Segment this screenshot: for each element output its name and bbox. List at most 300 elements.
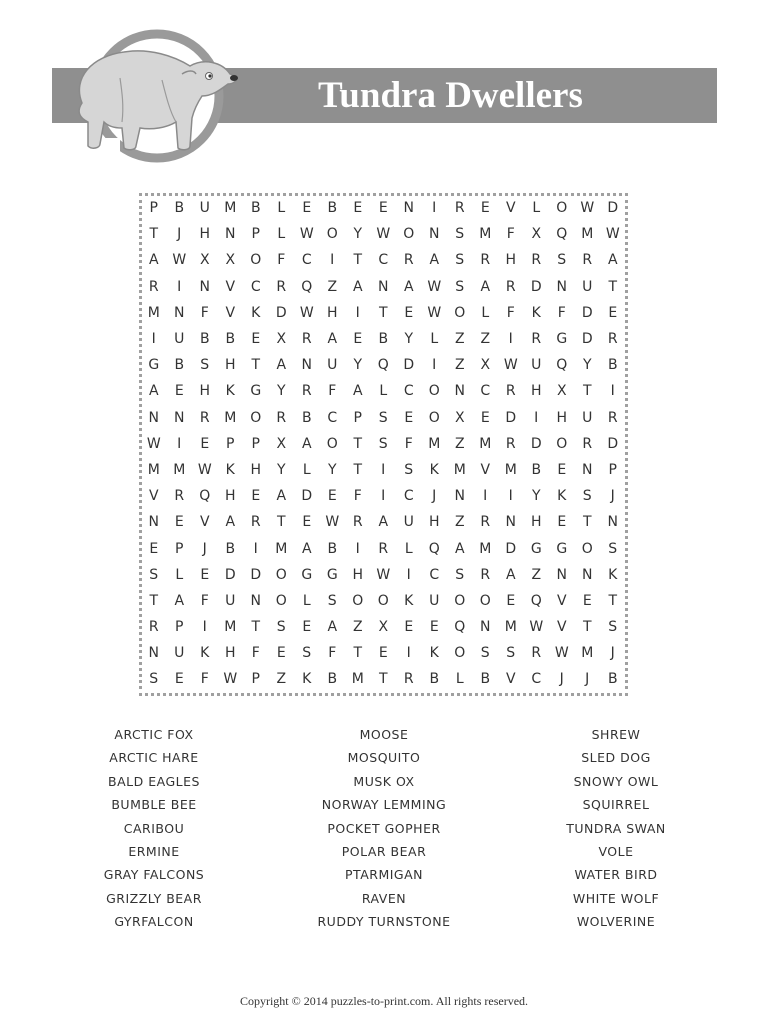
grid-letter: M: [581, 226, 594, 243]
word-list-item: ERMINE: [128, 843, 180, 859]
grid-letter: E: [608, 304, 618, 321]
grid-letter: Z: [454, 357, 465, 374]
grid-letter: L: [404, 540, 413, 557]
grid-letter: K: [429, 461, 439, 478]
grid-row: [141, 562, 626, 588]
grid-letter: A: [148, 252, 159, 269]
grid-letter: M: [224, 619, 237, 636]
grid-letter: B: [327, 200, 338, 217]
grid-letter: B: [174, 357, 185, 374]
grid-letter: H: [428, 514, 440, 531]
grid-letter: R: [301, 331, 312, 348]
word-list-item: WOLVERINE: [576, 914, 656, 930]
grid-letter: W: [376, 566, 391, 583]
grid-letter: I: [483, 488, 488, 505]
grid-letter: M: [479, 540, 492, 557]
grid-letter: N: [174, 304, 185, 321]
grid-letter: L: [277, 226, 286, 243]
grid-letter: R: [276, 409, 287, 426]
grid-letter: D: [275, 304, 287, 321]
grid-letter: N: [148, 514, 159, 531]
grid-letter: Z: [352, 619, 363, 636]
grid-letter: E: [582, 592, 592, 609]
grid-letter: S: [608, 540, 618, 557]
grid-letter: G: [148, 357, 160, 374]
grid-letter: A: [378, 514, 389, 531]
grid-letter: J: [432, 488, 437, 505]
word-list-item: RUDDY TURNSTONE: [317, 914, 451, 930]
grid-letter: M: [479, 435, 492, 452]
grid-letter: S: [455, 566, 465, 583]
grid-letter: Z: [276, 671, 287, 688]
grid-letter: W: [427, 304, 442, 321]
grid-letter: I: [355, 304, 360, 321]
grid-letter: N: [556, 278, 567, 295]
grid-letter: H: [199, 226, 211, 243]
grid-letter: I: [177, 435, 182, 452]
word-list-item: GRIZZLY BEAR: [106, 890, 202, 906]
grid-letter: G: [301, 566, 313, 583]
word-list-item: MOOSE: [359, 727, 409, 742]
grid-letter: M: [428, 435, 441, 452]
grid-letter: X: [454, 409, 465, 426]
grid-letter: N: [505, 514, 516, 531]
grid-letter: O: [275, 566, 287, 583]
grid-letter: T: [608, 278, 618, 295]
word-list-item: VOLE: [598, 843, 634, 859]
grid-letter: Y: [327, 461, 337, 478]
grid-letter: C: [480, 383, 491, 400]
grid-letter: S: [378, 435, 388, 452]
grid-letter: B: [607, 671, 618, 688]
grid-letter: N: [250, 592, 261, 609]
grid-letter: G: [530, 540, 542, 557]
word-list-item: SNOWY OWL: [573, 773, 659, 789]
grid-letter: R: [301, 383, 312, 400]
grid-letter: E: [480, 200, 490, 217]
grid-letter: I: [534, 409, 539, 426]
grid-row: [141, 352, 626, 378]
grid-letter: I: [381, 461, 386, 478]
grid-letter: M: [453, 461, 466, 478]
grid-letter: T: [608, 592, 618, 609]
grid-letter: W: [503, 357, 518, 374]
grid-letter: C: [378, 252, 389, 269]
grid-letter: B: [531, 461, 542, 478]
grid-letter: R: [531, 645, 542, 662]
grid-row: [141, 483, 626, 509]
grid-letter: E: [174, 514, 184, 531]
grid-letter: L: [379, 383, 388, 400]
grid-letter: U: [174, 645, 185, 662]
grid-row: [141, 509, 626, 535]
grid-letter: R: [582, 435, 593, 452]
grid-letter: Z: [531, 566, 542, 583]
grid-letter: T: [149, 592, 159, 609]
grid-letter: Z: [327, 278, 338, 295]
grid-letter: K: [429, 645, 439, 662]
grid-letter: Z: [454, 435, 465, 452]
grid-letter: R: [607, 409, 618, 426]
word-list-item: WATER BIRD: [574, 867, 658, 883]
grid-letter: R: [148, 619, 159, 636]
grid-letter: K: [225, 383, 235, 400]
grid-letter: A: [480, 278, 491, 295]
word-list-item: MOSQUITO: [347, 750, 421, 766]
grid-row: [141, 457, 626, 483]
grid-letter: S: [200, 357, 210, 374]
grid-letter: I: [406, 645, 411, 662]
grid-row: [141, 666, 626, 692]
grid-letter: F: [328, 645, 337, 662]
grid-letter: P: [353, 409, 362, 426]
grid-letter: H: [326, 304, 338, 321]
grid-letter: S: [378, 409, 388, 426]
grid-letter: M: [504, 619, 517, 636]
grid-row: [141, 640, 626, 666]
word-list-item: SHREW: [591, 727, 641, 742]
word-list-item: SLED DOG: [581, 750, 651, 766]
word-list-item: WHITE WOLF: [572, 890, 660, 906]
word-list-item: PTARMIGAN: [345, 867, 423, 883]
grid-letter: X: [556, 383, 567, 400]
grid-letter: Z: [454, 514, 465, 531]
grid-letter: P: [175, 619, 184, 636]
grid-letter: H: [224, 488, 236, 505]
grid-letter: S: [455, 278, 465, 295]
grid-letter: Z: [454, 331, 465, 348]
grid-letter: O: [275, 592, 287, 609]
grid-letter: R: [505, 435, 516, 452]
grid-letter: I: [253, 540, 258, 557]
grid-letter: W: [299, 304, 314, 321]
grid-letter: T: [353, 645, 363, 662]
grid-letter: H: [530, 514, 542, 531]
grid-letter: T: [582, 619, 592, 636]
grid-letter: F: [200, 592, 209, 609]
grid-row: [141, 326, 626, 352]
word-list-column-2: [284, 726, 484, 937]
grid-letter: N: [225, 226, 236, 243]
grid-letter: R: [403, 671, 414, 688]
grid-letter: U: [403, 514, 414, 531]
grid-letter: Q: [428, 540, 440, 557]
grid-letter: E: [251, 331, 261, 348]
grid-letter: W: [376, 226, 391, 243]
grid-letter: R: [174, 488, 185, 505]
grid-letter: X: [225, 252, 236, 269]
grid-letter: N: [556, 566, 567, 583]
grid-letter: D: [530, 435, 542, 452]
grid-letter: V: [225, 278, 236, 295]
grid-letter: L: [302, 461, 311, 478]
grid-letter: O: [250, 409, 262, 426]
grid-letter: J: [202, 540, 207, 557]
grid-letter: K: [302, 671, 312, 688]
grid-letter: O: [428, 383, 440, 400]
grid-letter: E: [276, 645, 286, 662]
grid-letter: N: [301, 357, 312, 374]
grid-letter: H: [530, 383, 542, 400]
grid-letter: A: [352, 383, 363, 400]
grid-letter: W: [146, 435, 161, 452]
grid-letter: D: [301, 488, 313, 505]
grid-letter: N: [378, 278, 389, 295]
grid-letter: U: [174, 331, 185, 348]
grid-letter: U: [199, 200, 210, 217]
grid-letter: I: [432, 357, 437, 374]
grid-letter: N: [454, 383, 465, 400]
grid-letter: W: [299, 226, 314, 243]
grid-letter: A: [429, 252, 440, 269]
grid-letter: K: [404, 592, 414, 609]
grid-letter: H: [352, 566, 364, 583]
grid-letter: S: [404, 461, 414, 478]
grid-letter: L: [481, 304, 490, 321]
grid-letter: S: [608, 619, 618, 636]
word-list-item: RAVEN: [361, 890, 407, 906]
grid-letter: M: [275, 540, 288, 557]
grid-letter: N: [148, 645, 159, 662]
grid-letter: J: [610, 645, 615, 662]
grid-letter: R: [607, 331, 618, 348]
grid-letter: U: [531, 357, 542, 374]
grid-letter: K: [608, 566, 618, 583]
grid-letter: P: [226, 435, 235, 452]
grid-letter: S: [557, 252, 567, 269]
grid-row: [141, 221, 626, 247]
grid-letter: M: [479, 226, 492, 243]
grid-letter: A: [454, 540, 465, 557]
grid-letter: I: [381, 488, 386, 505]
grid-letter: G: [556, 540, 568, 557]
word-list-item: GYRFALCON: [114, 914, 194, 930]
grid-letter: N: [454, 488, 465, 505]
grid-row: [141, 247, 626, 273]
grid-letter: M: [147, 304, 160, 321]
grid-letter: A: [148, 383, 159, 400]
grid-letter: R: [250, 514, 261, 531]
grid-letter: K: [225, 461, 235, 478]
grid-letter: G: [250, 383, 262, 400]
word-list-item: BALD EAGLES: [108, 773, 200, 789]
grid-letter: A: [301, 435, 312, 452]
grid-letter: P: [251, 226, 260, 243]
grid-letter: N: [582, 566, 593, 583]
grid-letter: H: [224, 645, 236, 662]
grid-letter: S: [455, 226, 465, 243]
grid-letter: P: [251, 435, 260, 452]
grid-letter: V: [199, 514, 210, 531]
grid-letter: E: [404, 619, 414, 636]
grid-letter: T: [353, 461, 363, 478]
grid-letter: O: [479, 592, 491, 609]
grid-letter: H: [224, 357, 236, 374]
grid-letter: F: [200, 671, 209, 688]
grid-letter: M: [224, 200, 237, 217]
grid-letter: Y: [353, 357, 363, 374]
grid-letter: A: [276, 357, 287, 374]
grid-letter: M: [581, 645, 594, 662]
grid-letter: A: [352, 278, 363, 295]
grid-letter: B: [429, 671, 440, 688]
grid-letter: Z: [480, 331, 491, 348]
word-list-item: BUMBLE BEE: [111, 797, 197, 813]
grid-letter: E: [149, 540, 159, 557]
grid-letter: R: [582, 252, 593, 269]
grid-letter: E: [302, 619, 312, 636]
grid-letter: S: [327, 592, 337, 609]
grid-letter: D: [581, 304, 593, 321]
grid-letter: D: [530, 278, 542, 295]
grid-letter: U: [429, 592, 440, 609]
grid-letter: S: [455, 252, 465, 269]
grid-letter: R: [480, 252, 491, 269]
grid-letter: J: [610, 488, 615, 505]
grid-letter: E: [174, 671, 184, 688]
grid-letter: T: [378, 304, 388, 321]
polar-bear-icon: [62, 18, 242, 178]
word-list-item: POCKET GOPHER: [327, 820, 441, 836]
grid-letter: S: [149, 671, 159, 688]
grid-letter: W: [554, 645, 569, 662]
word-list-item: CARIBOU: [123, 820, 185, 836]
grid-letter: S: [149, 566, 159, 583]
grid-letter: T: [276, 514, 286, 531]
grid-letter: F: [557, 304, 566, 321]
grid-letter: B: [607, 357, 618, 374]
grid-letter: T: [149, 226, 159, 243]
grid-letter: J: [177, 226, 182, 243]
grid-letter: C: [429, 566, 440, 583]
grid-letter: W: [325, 514, 340, 531]
grid-letter: H: [199, 383, 211, 400]
grid-letter: E: [378, 200, 388, 217]
grid-letter: C: [403, 488, 414, 505]
grid-letter: B: [199, 331, 210, 348]
grid-letter: U: [582, 278, 593, 295]
grid-letter: N: [403, 200, 414, 217]
grid-letter: U: [327, 357, 338, 374]
grid-letter: Q: [377, 357, 389, 374]
grid-letter: E: [302, 514, 312, 531]
grid-letter: A: [607, 252, 618, 269]
word-list-item: MUSK OX: [353, 773, 415, 789]
grid-letter: H: [250, 461, 262, 478]
grid-letter: F: [328, 383, 337, 400]
grid-letter: F: [353, 488, 362, 505]
grid-letter: O: [454, 592, 466, 609]
grid-letter: V: [505, 200, 516, 217]
word-list-item: GRAY FALCONS: [103, 867, 205, 883]
word-list-column-3: [516, 726, 716, 937]
grid-letter: G: [556, 331, 568, 348]
grid-letter: H: [505, 252, 517, 269]
grid-letter: H: [556, 409, 568, 426]
grid-letter: D: [607, 200, 619, 217]
grid-letter: D: [607, 435, 619, 452]
grid-letter: N: [607, 514, 618, 531]
grid-letter: L: [175, 566, 184, 583]
grid-letter: R: [505, 278, 516, 295]
grid-letter: E: [506, 592, 516, 609]
grid-letter: D: [224, 566, 236, 583]
grid-letter: A: [276, 488, 287, 505]
grid-letter: O: [403, 226, 415, 243]
grid-letter: X: [199, 252, 210, 269]
grid-letter: O: [581, 540, 593, 557]
grid-letter: F: [277, 252, 286, 269]
grid-letter: D: [403, 357, 415, 374]
grid-letter: P: [251, 671, 260, 688]
grid-letter: A: [225, 514, 236, 531]
page-title: Tundra Dwellers: [318, 75, 583, 116]
grid-letter: E: [174, 383, 184, 400]
grid-letter: E: [200, 566, 210, 583]
grid-letter: G: [326, 566, 338, 583]
grid-letter: P: [608, 461, 617, 478]
grid-letter: Q: [556, 226, 568, 243]
grid-letter: E: [302, 200, 312, 217]
grid-letter: T: [582, 514, 592, 531]
grid-letter: K: [251, 304, 261, 321]
grid-letter: Y: [531, 488, 541, 505]
grid-row: [141, 588, 626, 614]
grid-letter: E: [378, 645, 388, 662]
grid-letter: U: [582, 409, 593, 426]
grid-letter: E: [404, 304, 414, 321]
grid-letter: B: [378, 331, 389, 348]
grid-letter: T: [353, 435, 363, 452]
grid-letter: O: [454, 645, 466, 662]
grid-letter: V: [556, 592, 567, 609]
grid-letter: J: [559, 671, 564, 688]
grid-row: [141, 431, 626, 457]
grid-letter: F: [506, 226, 515, 243]
grid-row: [141, 300, 626, 326]
grid-letter: R: [531, 252, 542, 269]
grid-letter: N: [429, 226, 440, 243]
grid-letter: S: [480, 645, 490, 662]
grid-letter: R: [403, 252, 414, 269]
grid-letter: B: [250, 200, 261, 217]
grid-letter: R: [352, 514, 363, 531]
grid-letter: C: [531, 671, 542, 688]
grid-letter: O: [250, 252, 262, 269]
grid-letter: R: [199, 409, 210, 426]
grid-letter: M: [147, 461, 160, 478]
grid-letter: W: [223, 671, 238, 688]
grid-letter: L: [277, 200, 286, 217]
copyright-text: Copyright © 2014 puzzles-to-print.com. All rights reserved.: [239, 994, 529, 1008]
grid-letter: A: [327, 619, 338, 636]
grid-row: [141, 195, 626, 221]
grid-letter: V: [480, 461, 491, 478]
grid-letter: I: [355, 540, 360, 557]
grid-letter: B: [301, 409, 312, 426]
grid-letter: R: [531, 331, 542, 348]
grid-letter: V: [505, 671, 516, 688]
grid-letter: N: [148, 409, 159, 426]
grid-letter: R: [480, 566, 491, 583]
grid-letter: M: [351, 671, 364, 688]
grid-row: [141, 405, 626, 431]
grid-letter: B: [225, 331, 236, 348]
grid-letter: Y: [353, 226, 363, 243]
grid-letter: I: [151, 331, 156, 348]
grid-letter: I: [432, 200, 437, 217]
grid-letter: S: [582, 488, 592, 505]
